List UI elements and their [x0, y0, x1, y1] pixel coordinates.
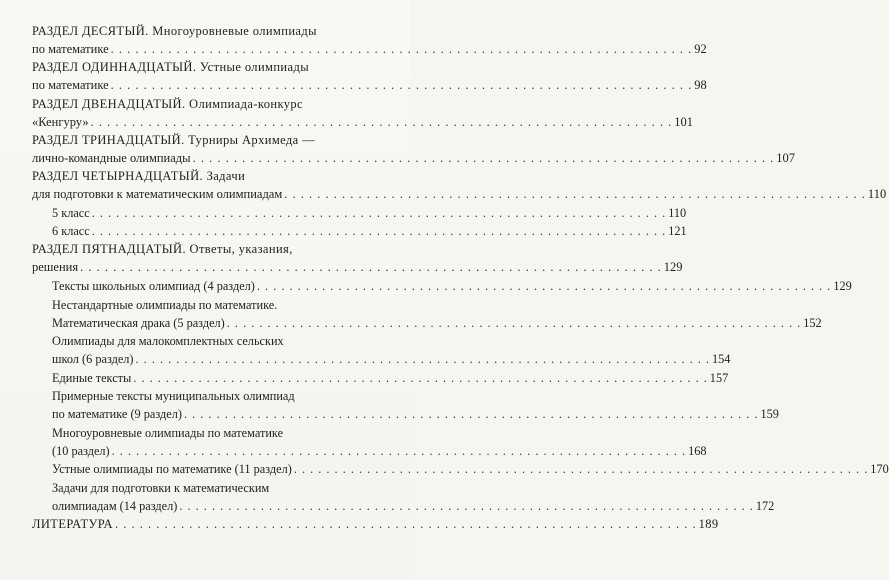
toc-section-entry [32, 95, 693, 131]
toc-entry-title-line: РАЗДЕЛ ДЕСЯТЫЙ. Многоуровневые олимпиады [32, 24, 317, 38]
toc-entry-leader-line [52, 314, 822, 332]
page-number: 98 [694, 78, 707, 92]
toc-entry-title: Математическая драка (5 раздел) [52, 316, 225, 330]
toc-entry-title: для подготовки к математическим олимпиадам [32, 187, 283, 201]
toc-section-entry [32, 515, 719, 533]
page-number: 129 [663, 260, 683, 274]
toc-entry-title: решения [32, 260, 79, 274]
toc-entry-title: 5 класс [52, 206, 90, 220]
toc-entry-title-line: Задачи для подготовки к математическим [52, 481, 270, 495]
toc-entry-leader-line [52, 369, 729, 387]
toc-subsection-entry [52, 369, 729, 387]
toc-subsection-entry [52, 332, 731, 368]
toc-subsection-entry [52, 424, 707, 460]
toc-entry-leader-line [52, 277, 852, 295]
toc-section-entry [32, 167, 887, 203]
page-number: 101 [674, 115, 693, 129]
toc-section-entry [32, 131, 795, 167]
dot-leader: . . . . . . . . . . . . . . . . . . . . . . . . . . . . . . . . . . . . . . . . . . . . . . . . . . . . . . . . . . . . . . . . . . . . . . . [111, 444, 687, 458]
toc-entry-title-line: Примерные тексты муниципальных олимпиад [52, 389, 295, 403]
toc-entry-title-line: РАЗДЕЛ ОДИННАДЦАТЫЙ. Устные олимпиады [32, 60, 310, 74]
dot-leader: . . . . . . . . . . . . . . . . . . . . . . . . . . . . . . . . . . . . . . . . . . . . . . . . . . . . . . . . . . . . . . . . . . . . . . . [256, 279, 832, 293]
dot-leader: . . . . . . . . . . . . . . . . . . . . . . . . . . . . . . . . . . . . . . . . . . . . . . . . . . . . . . . . . . . . . . . . . . . . . . . [91, 206, 667, 220]
dot-leader: . . . . . . . . . . . . . . . . . . . . . . . . . . . . . . . . . . . . . . . . . . . . . . . . . . . . . . . . . . . . . . . . . . . . . . . [133, 371, 708, 385]
toc-subsection-entry [52, 479, 775, 515]
page-number: 152 [803, 316, 822, 330]
toc-entry-leader-line [52, 442, 707, 460]
toc-entry-title: по математике [32, 78, 109, 92]
toc-entry-leader-line [32, 515, 719, 533]
toc-entry-title-line: Нестандартные олимпиады по математике. [52, 298, 278, 312]
toc-entry-title: ЛИТЕРАТУРА [32, 517, 113, 531]
dot-leader: . . . . . . . . . . . . . . . . . . . . . . . . . . . . . . . . . . . . . . . . . . . . . . . . . . . . . . . . . . . . . . . . . . . . . . . [179, 499, 754, 513]
page-number: 110 [867, 187, 887, 201]
dot-leader: . . . . . . . . . . . . . . . . . . . . . . . . . . . . . . . . . . . . . . . . . . . . . . . . . . . . . . . . . . . . . . . . . . . . . . . [135, 352, 710, 366]
toc-subsection-entry [52, 460, 889, 478]
toc-entry-leader-line [32, 113, 693, 131]
dot-leader: . . . . . . . . . . . . . . . . . . . . . . . . . . . . . . . . . . . . . . . . . . . . . . . . . . . . . . . . . . . . . . . . . . . . . . . [284, 187, 866, 201]
toc-entry-title-line: Олимпиады для малокомплектных сельских [52, 334, 284, 348]
toc-entry-leader-line [52, 350, 731, 368]
toc-entry-title: «Кенгуру» [32, 115, 89, 129]
toc-subsection-entry [52, 277, 852, 295]
toc-entry-leader-line [52, 460, 889, 478]
toc-subsection-entry [52, 296, 822, 332]
toc-entry-title: школ (6 раздел) [52, 352, 134, 366]
dot-leader: . . . . . . . . . . . . . . . . . . . . . . . . . . . . . . . . . . . . . . . . . . . . . . . . . . . . . . . . . . . . . . . . . . . . . . . [110, 78, 693, 92]
toc-entry-title: по математике (9 раздел) [52, 407, 182, 421]
toc-entry-leader-line [32, 76, 707, 94]
toc-entry-leader-line [32, 149, 795, 167]
page-number: 157 [709, 371, 729, 385]
page-number: 92 [694, 42, 707, 56]
page-number: 129 [833, 279, 852, 293]
toc-subsection-entry [52, 204, 687, 222]
toc-entry-title-line: РАЗДЕЛ ДВЕНАДЦАТЫЙ. Олимпиада-конкурс [32, 97, 304, 111]
page-number: 121 [668, 224, 687, 238]
page-number: 172 [755, 499, 775, 513]
page-number: 170 [870, 462, 889, 476]
toc-entry-leader-line [32, 40, 707, 58]
toc-entry-title: 6 класс [52, 224, 90, 238]
toc-entry-title: (10 раздел) [52, 444, 110, 458]
page-number: 168 [688, 444, 707, 458]
toc-entry-title-line: РАЗДЕЛ ПЯТНАДЦАТЫЙ. Ответы, указания, [32, 242, 293, 256]
toc-entry-title: Тексты школьных олимпиад (4 раздел) [52, 279, 255, 293]
toc-entry-leader-line [32, 258, 683, 276]
dot-leader: . . . . . . . . . . . . . . . . . . . . . . . . . . . . . . . . . . . . . . . . . . . . . . . . . . . . . . . . . . . . . . . . . . . . . . . [80, 260, 662, 274]
toc-entry-leader-line [32, 185, 887, 203]
toc-entry-title: Устные олимпиады по математике (11 раздел) [52, 462, 292, 476]
toc-entry-title-line: Многоуровневые олимпиады по математике [52, 426, 284, 440]
dot-leader: . . . . . . . . . . . . . . . . . . . . . . . . . . . . . . . . . . . . . . . . . . . . . . . . . . . . . . . . . . . . . . . . . . . . . . . [90, 115, 673, 129]
toc-entry-title-line: РАЗДЕЛ ЧЕТЫРНАДЦАТЫЙ. Задачи [32, 169, 246, 183]
toc-section-entry [32, 22, 707, 58]
dot-leader: . . . . . . . . . . . . . . . . . . . . . . . . . . . . . . . . . . . . . . . . . . . . . . . . . . . . . . . . . . . . . . . . . . . . . . . [293, 462, 869, 476]
toc-entry-leader-line [52, 222, 687, 240]
dot-leader: . . . . . . . . . . . . . . . . . . . . . . . . . . . . . . . . . . . . . . . . . . . . . . . . . . . . . . . . . . . . . . . . . . . . . . . [91, 224, 667, 238]
toc-section-entry [32, 58, 707, 94]
toc-subsection-entry [52, 387, 779, 423]
dot-leader: . . . . . . . . . . . . . . . . . . . . . . . . . . . . . . . . . . . . . . . . . . . . . . . . . . . . . . . . . . . . . . . . . . . . . . . [226, 316, 802, 330]
toc-entry-title: олимпиадам (14 раздел) [52, 499, 178, 513]
toc-entry-title: лично-командные олимпиады [32, 151, 191, 165]
toc-subsection-entry [52, 222, 687, 240]
toc-entry-title: Единые тексты [52, 371, 132, 385]
toc-entry-leader-line [52, 405, 779, 423]
page-number: 154 [712, 352, 731, 366]
toc-section-entry [32, 240, 683, 276]
page-number: 189 [698, 517, 719, 531]
page-number: 107 [776, 151, 795, 165]
dot-leader: . . . . . . . . . . . . . . . . . . . . . . . . . . . . . . . . . . . . . . . . . . . . . . . . . . . . . . . . . . . . . . . . . . . . . . . [110, 42, 693, 56]
toc-entry-title: по математике [32, 42, 109, 56]
dot-leader: . . . . . . . . . . . . . . . . . . . . . . . . . . . . . . . . . . . . . . . . . . . . . . . . . . . . . . . . . . . . . . . . . . . . . . . [114, 517, 697, 531]
toc-entry-leader-line [52, 204, 687, 222]
dot-leader: . . . . . . . . . . . . . . . . . . . . . . . . . . . . . . . . . . . . . . . . . . . . . . . . . . . . . . . . . . . . . . . . . . . . . . . [183, 407, 759, 421]
page-number: 159 [760, 407, 779, 421]
dot-leader: . . . . . . . . . . . . . . . . . . . . . . . . . . . . . . . . . . . . . . . . . . . . . . . . . . . . . . . . . . . . . . . . . . . . . . . [192, 151, 775, 165]
toc-entry-leader-line [52, 497, 775, 515]
page-number: 110 [668, 206, 687, 220]
toc-entry-title-line: РАЗДЕЛ ТРИНАДЦАТЫЙ. Турниры Архимеда — [32, 133, 316, 147]
